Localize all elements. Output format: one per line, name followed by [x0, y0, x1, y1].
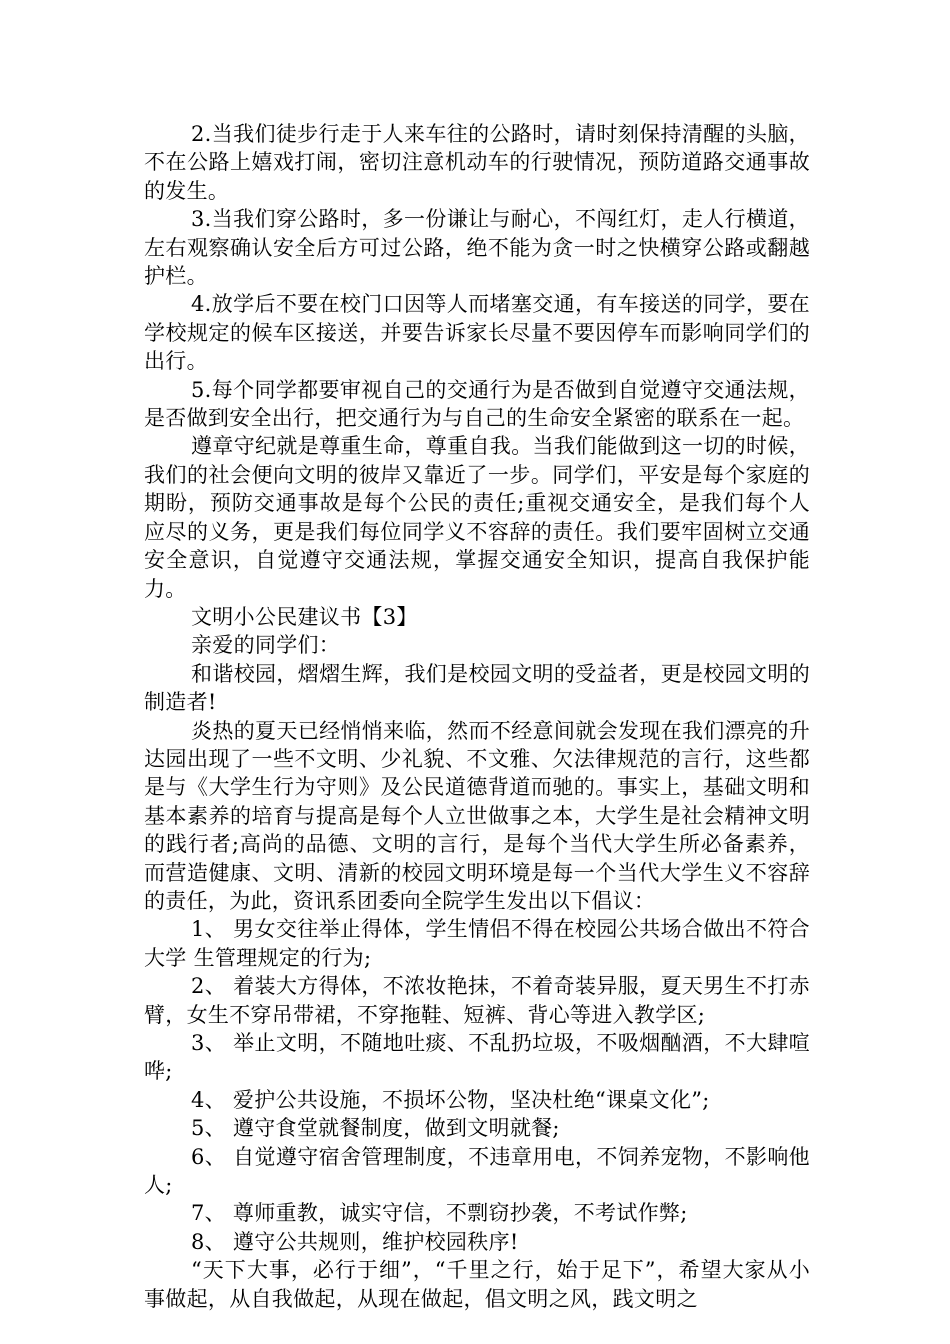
proposal-item-2: 2、 着装大方得体，不浓妆艳抹，不着奇装异服，夏天男生不打赤臂，女生不穿吊带裙，不穿拖鞋、短裤、背心等进入教学区; — [144, 974, 810, 1027]
paragraph-item-5: 5.每个同学都要审视自己的交通行为是否做到自觉遵守交通法规，是否做到安全出行，把交通行为与自己的生命安全紧密的联系在一起。 — [144, 377, 810, 431]
proposal-item-4: 4、 爱护公共设施，不损坏公物，坚决杜绝“课桌文化”; — [191, 1087, 710, 1112]
paragraph-background: 炎热的夏天已经悄悄来临，然而不经意间就会发现在我们漂亮的升达园出现了一些不文明、少礼貌、不文雅、欠法律规范的言行，这些都是与《大学生行为守则》及公民道德背道而驰的。事实上，基础文明和基本素养的培育与提高是每个人立世做事之本，大学生是社会精神文明的践行者;高尚的品德、文明的言行，是每个当代大学生所必备素养，而营造健康、文明、清新的校园文明环境是每一个当代大学生义不容辞的责任，为此，资讯系团委向全院学生发出以下倡议： — [144, 718, 810, 913]
paragraph-item-3: 3.当我们穿公路时，多一份谦让与耐心，不闯红灯，走人行横道，左右观察确认安全后方可过公路，绝不能为贪一时之快横穿公路或翻越护栏。 — [144, 207, 810, 289]
paragraph-item-2: 2.当我们徒步行走于人来车往的公路时，请时刻保持清醒的头脑，不在公路上嬉戏打闹，密切注意机动车的行驶情况，预防道路交通事故的发生。 — [144, 122, 810, 203]
proposal-item-6: 6、 自觉遵守宿舍管理制度，不违章用电，不饲养宠物，不影响他人; — [144, 1144, 810, 1198]
proposal-item-7: 7、 尊师重教，诚实守信，不剽窃抄袭，不考试作弊; — [191, 1201, 688, 1226]
proposal-item-5: 5、 遵守食堂就餐制度，做到文明就餐; — [191, 1116, 560, 1141]
salutation: 亲爱的同学们： — [191, 633, 341, 658]
section-heading: 文明小公民建议书【3】 — [191, 604, 418, 629]
proposal-item-8: 8、 遵守公共规则，维护校园秩序! — [191, 1229, 519, 1254]
paragraph-item-4: 4.放学后不要在校门口因等人而堵塞交通，有车接送的同学，要在学校规定的候车区接送，并要告诉家长尽量不要因停车而影响同学们的出行。 — [144, 292, 810, 374]
document-body — [144, 120, 810, 1313]
paragraph-conclusion: 遵章守纪就是尊重生命，尊重自我。当我们能做到这一切的时候，我们的社会便向文明的彼岸又靠近了一步。同学们，平安是每个家庭的期盼，预防交通事故是每个公民的责任;重视交通安全，是我们每个人应尽的义务，更是我们每位同学义不容辞的责任。我们要牢固树立交通安全意识，自觉遵守交通法规，掌握交通安全知识，提高自我保护能力。 — [144, 434, 810, 601]
proposal-item-1: 1、 男女交往举止得体，学生情侣不得在校园公共场合做出不符合大学 生管理规定的行为; — [144, 917, 810, 970]
paragraph-intro: 和谐校园，熠熠生辉，我们是校园文明的受益者，更是校园文明的制造者! — [144, 661, 810, 715]
proposal-item-3: 3、 举止文明，不随地吐痰、不乱扔垃圾，不吸烟酗酒，不大肆喧哗; — [144, 1031, 810, 1084]
paragraph-closing: “天下大事，必行于细”，“千里之行，始于足下”，希望大家从小事做起，从自我做起，从现在做起，倡文明之风，践文明之 — [144, 1258, 810, 1311]
